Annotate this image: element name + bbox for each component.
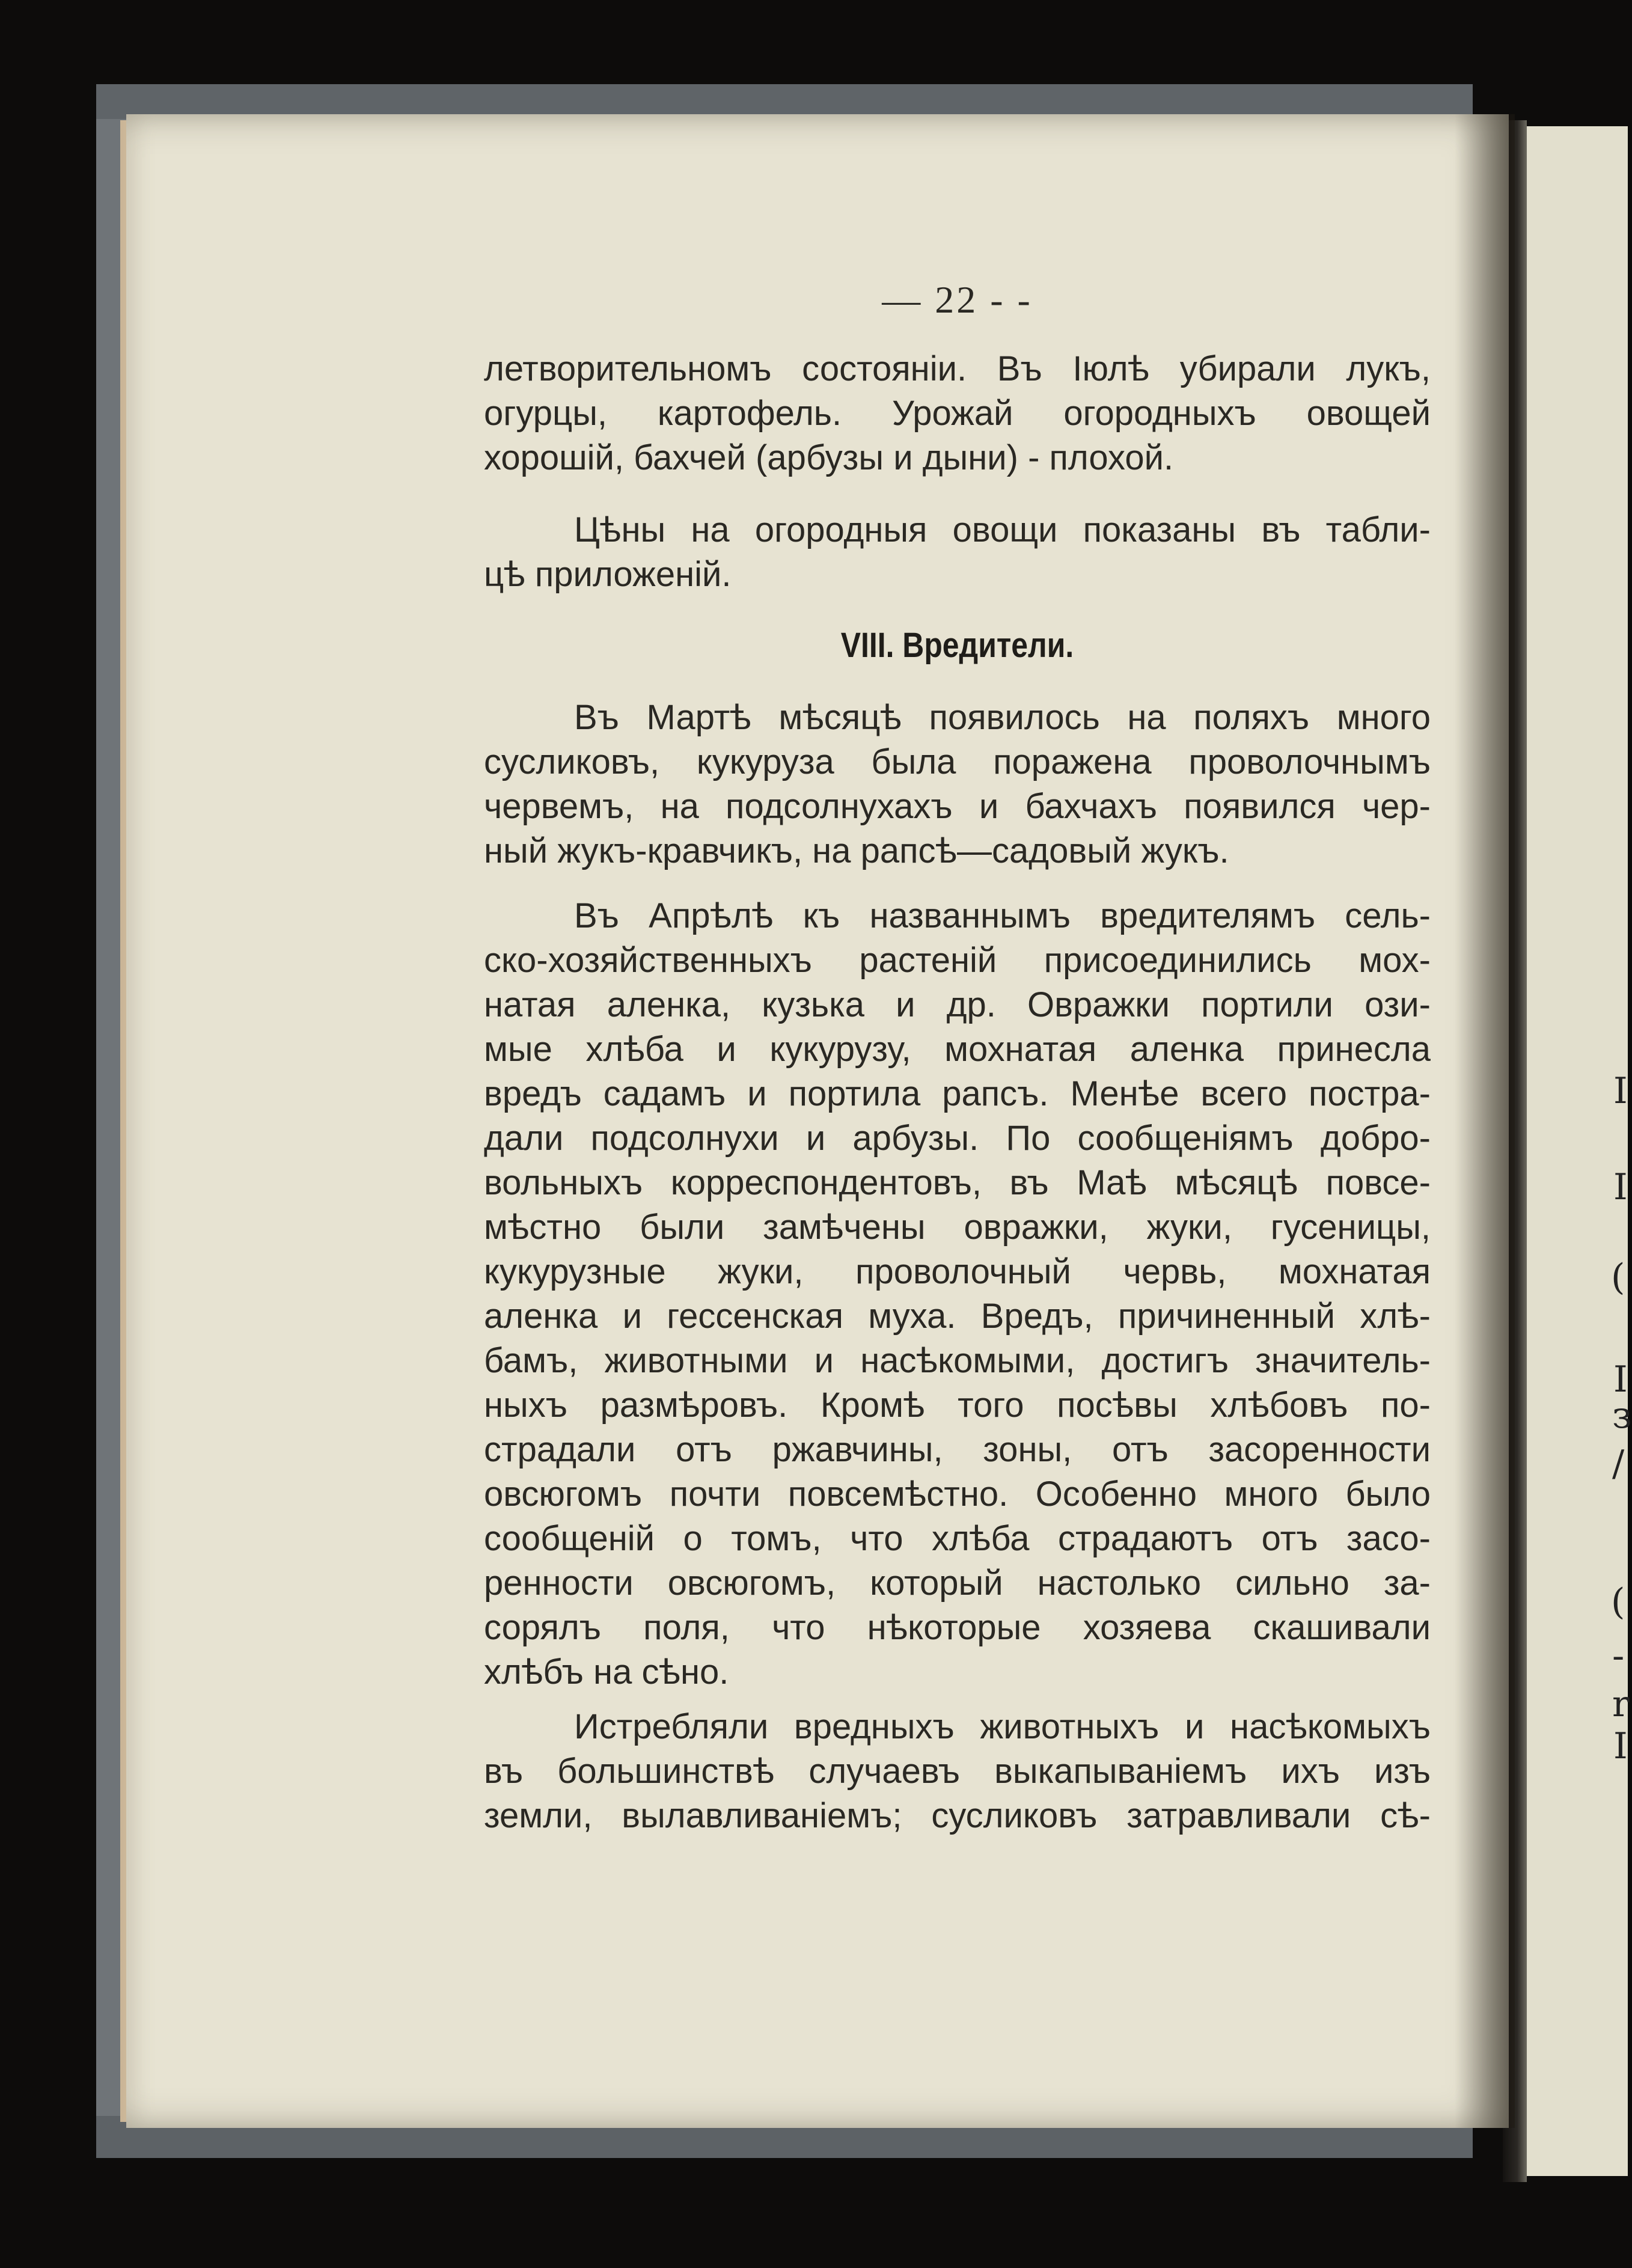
text-line: въ большинствѣ случаевъ выкапыванiемъ ихъ изъ (484, 1752, 1431, 1791)
paragraph (484, 695, 1431, 873)
text-line: натая аленка, кузька и др. Овражки портили ози- (484, 985, 1431, 1024)
text-line: аленка и гессенская муха. Вредъ, причиненный хлѣ- (484, 1297, 1431, 1336)
next-page-fragment: I (1613, 1725, 1628, 1767)
text-line: сорялъ поля, что нѣкоторые хозяева скашивали (484, 1608, 1431, 1647)
next-page-fragment: r (1612, 1683, 1630, 1725)
text-line: ренности овсюгомъ, который настолько сильно за- (484, 1563, 1431, 1603)
text-line: Въ Апрѣлѣ къ названнымъ вредителямъ сель- (574, 896, 1431, 935)
text-line: огурцы, картофель. Урожай огородныхъ овощей (484, 394, 1431, 433)
text-line: земли, вылавливанiемъ; сусликовъ затравливали сѣ- (484, 1796, 1431, 1835)
text-line: ско-хозяйственныхъ растенiй присоединились мох- (484, 941, 1431, 980)
paragraph (484, 508, 1431, 597)
text-line: вредъ садамъ и портила рапсъ. Менѣе всего постра- (484, 1074, 1431, 1113)
text-line: бамъ, животными и насѣкомыми, достигъ значитель- (484, 1341, 1431, 1380)
text-line: хорошiй, бахчей (арбузы и дыни) - плохой. (484, 438, 1174, 477)
text-line: Цѣны на огородныя овощи показаны въ табли- (574, 510, 1431, 549)
next-page-fragment: з (1612, 1395, 1632, 1437)
next-page-fragment: I (1613, 1070, 1628, 1112)
text-line: страдали отъ ржавчины, зоны, отъ засоренности (484, 1430, 1431, 1469)
page-number: — 22 - - (882, 278, 1033, 321)
next-page-fragment: I (1613, 1359, 1628, 1401)
text-line: кукурузные жуки, проволочный червь, мохнатая (484, 1252, 1431, 1291)
next-page (1515, 126, 1628, 2176)
text-line: дали подсолнухи и арбузы. По сообщенiямъ добро- (484, 1119, 1431, 1158)
paragraph (484, 347, 1431, 480)
gutter-shadow (1455, 114, 1515, 2128)
text-line: Истребляли вредныхъ животныхъ и насѣкомыхъ (574, 1707, 1431, 1746)
next-page-fragment: - (1612, 1635, 1625, 1677)
text-line: мѣстно были замѣчены овражки, жуки, гусеницы, (484, 1208, 1431, 1247)
next-page-fragment: ( (1611, 1581, 1625, 1623)
next-page-fragment: ( (1611, 1256, 1625, 1298)
text-line: Въ Мартѣ мѣсяцѣ появилось на поляхъ много (574, 698, 1431, 737)
text-line: мые хлѣба и кукурузу, мохнатая аленка принесла (484, 1030, 1431, 1069)
text-line: червемъ, на подсолнухахъ и бахчахъ появился чер- (484, 787, 1431, 826)
text-line: хлѣбъ на сѣно. (484, 1652, 729, 1692)
paragraph (484, 1705, 1431, 1838)
paragraph (484, 894, 1431, 1695)
text-line: сусликовъ, кукуруза была поражена проволочнымъ (484, 742, 1431, 781)
text-line: овсюгомъ почти повсемѣстно. Особенно много было (484, 1475, 1431, 1514)
text-line: цѣ приложенiй. (484, 555, 732, 594)
next-page-fragment: I (1613, 1166, 1628, 1208)
section-heading: VIII. Вредители. (840, 626, 1074, 665)
text-line: вольныхъ корреспондентовъ, въ Маѣ мѣсяцѣ повсе- (484, 1163, 1431, 1202)
text-line: ный жукъ-кравчикъ, на рапсѣ—садовый жукъ. (484, 831, 1229, 870)
text-line: сообщенiй о томъ, что хлѣба страдаютъ отъ засо- (484, 1519, 1431, 1558)
text-line: летворительномъ состоянiи. Въ Iюлѣ убирали лукъ, (484, 349, 1431, 388)
text-line: ныхъ размѣровъ. Кромѣ того посѣвы хлѣбовъ по- (484, 1386, 1431, 1425)
next-page-fragment: / (1612, 1443, 1625, 1485)
